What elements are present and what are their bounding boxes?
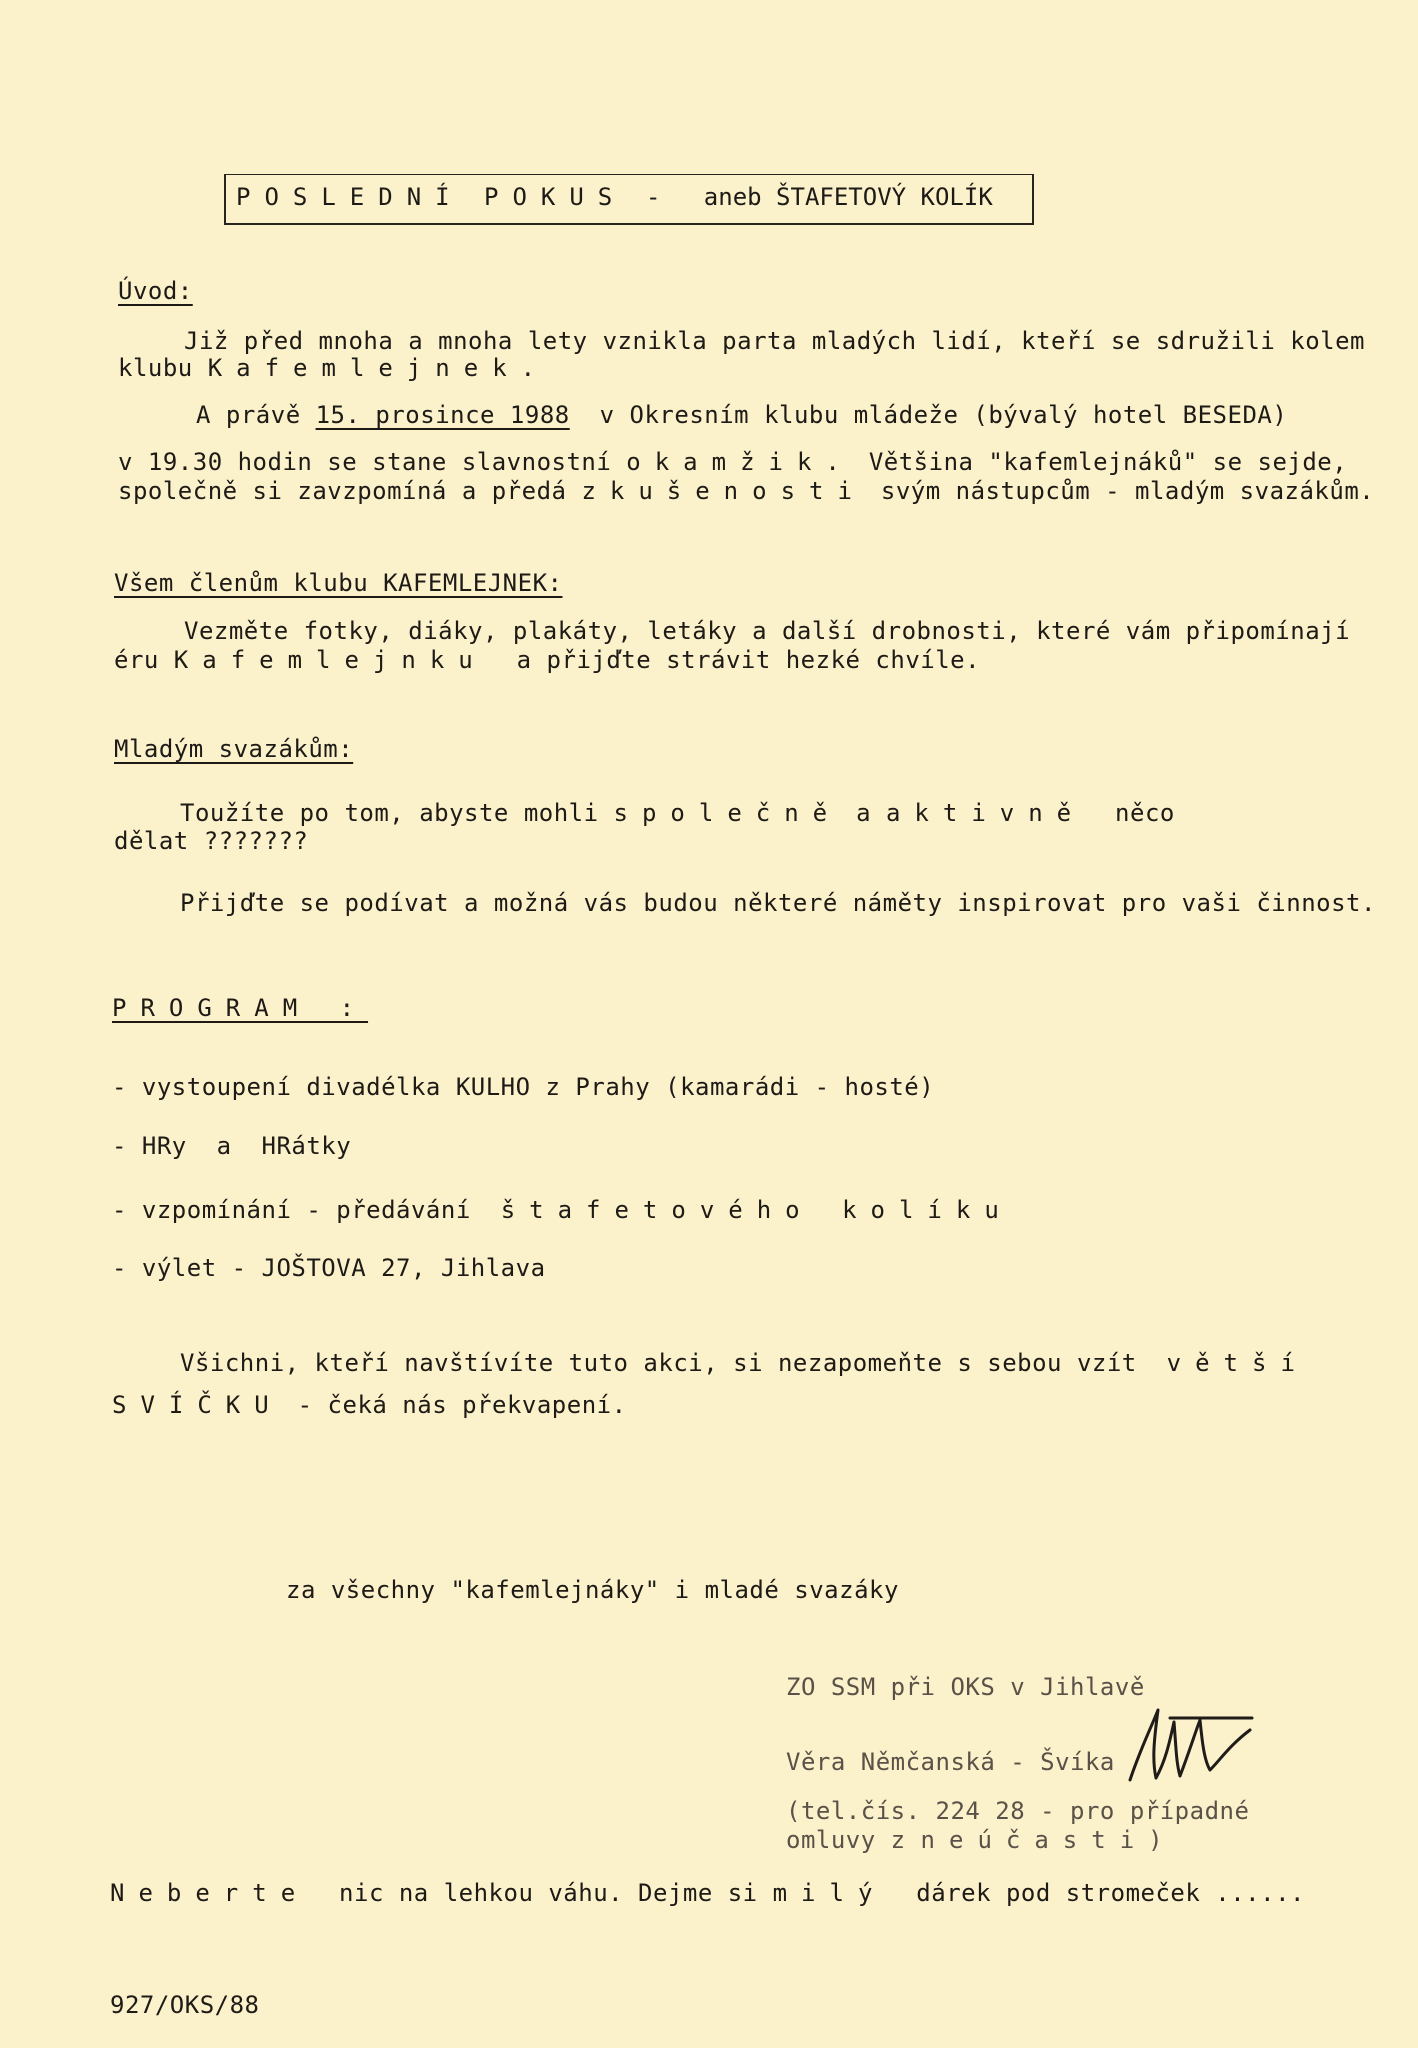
- handwritten-signature: [1110, 1700, 1260, 1790]
- youth-line-1: Toužíte po tom, abyste mohli společně a aktivně něco: [180, 799, 1175, 827]
- closing-line-2: SVÍČKU - čeká nás překvapení.: [112, 1391, 627, 1419]
- members-heading: Všem členům klubu KAFEMLEJNEK:: [114, 569, 563, 597]
- title-word-1: POSLEDNÍ: [236, 183, 464, 211]
- intro-line-1: Již před mnoha a mnoha lety vznikla parta mladých lidí, kteří se sdružili kolem: [184, 327, 1365, 355]
- signoff-line: za všechny "kafemlejnáky" i mladé svazáky: [286, 1576, 899, 1604]
- closing-line-1: Všichni, kteří navštívíte tuto akci, si nezapomeňte s sebou vzít větší: [180, 1349, 1309, 1377]
- title-box: [224, 174, 1034, 225]
- organization: ZO SSM při OKS v Jihlavě: [786, 1673, 1145, 1701]
- intro-heading: Úvod:: [118, 277, 193, 305]
- signer-name: Věra Němčanská - Švíka: [786, 1748, 1115, 1776]
- program-item-2: - HRy a HRátky: [112, 1132, 352, 1160]
- youth-line-2: dělat ???????: [114, 827, 309, 855]
- program-item-4: - výlet - JOŠTOVA 27, Jihlava: [112, 1254, 546, 1282]
- intro-line-5: společně si zavzpomíná a předá zkušenosti svým nástupcům - mladým svazákům.: [118, 477, 1375, 505]
- title-word-2: POKUS: [484, 183, 627, 211]
- event-date: 15. prosince 1988: [315, 401, 570, 429]
- contact-line-1: (tel.čís. 224 28 - pro případné: [786, 1797, 1250, 1825]
- youth-line-3: Přijďte se podívat a možná vás budou některé náměty inspirovat pro vaši činnost.: [180, 889, 1376, 917]
- youth-heading: Mladým svazákům:: [114, 735, 354, 763]
- members-line-2: éru Kafemlejnku a přijďte strávit hezké chvíle.: [114, 646, 981, 674]
- program-item-3: - vzpomínání - předávání štafetového kolíku: [112, 1196, 1013, 1224]
- footer-line: Neberte nic na lehkou váhu. Dejme si milý dárek pod stromeček ......: [110, 1879, 1305, 1907]
- program-item-1: - vystoupení divadélka KULHO z Prahy (kamarádi - hosté): [112, 1073, 935, 1101]
- intro-line-2: klubu Kafemlejnek.: [118, 354, 550, 382]
- intro-line-3: A právě 15. prosince 1988 v Okresním klubu mládeže (bývalý hotel BESEDA): [196, 401, 1288, 429]
- program-heading: PROGRAM :: [112, 994, 369, 1022]
- title-subtitle: - aneb ŠTAFETOVÝ KOLÍK: [646, 183, 993, 211]
- contact-line-2: omluvy z neúčasti): [786, 1826, 1164, 1854]
- members-line-1: Vezměte fotky, diáky, plakáty, letáky a další drobnosti, které vám připomínají: [184, 617, 1351, 645]
- intro-line-4: v 19.30 hodin se stane slavnostní okamžik. Většina "kafemlejnáků" se sejde,: [118, 448, 1348, 476]
- document-reference: 927/OKS/88: [110, 1991, 260, 2019]
